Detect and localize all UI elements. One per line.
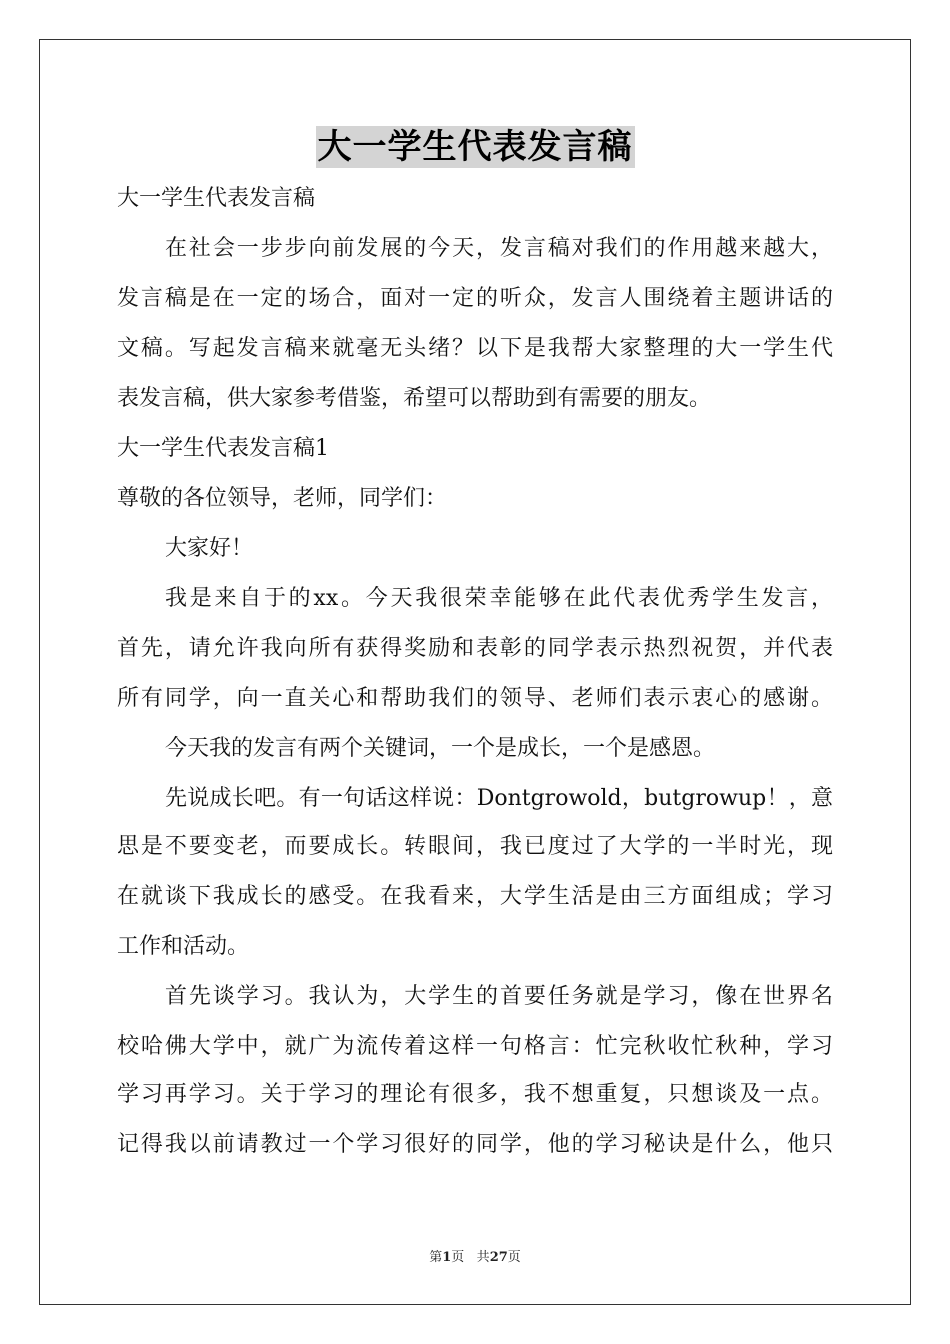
- total-suffix: 页: [507, 1250, 521, 1265]
- total-prefix: 共: [476, 1250, 490, 1265]
- document-title: 大一学生代表发言稿: [317, 127, 633, 167]
- paragraph-line: 今天我的发言有两个关键词，一个是成长，一个是感恩。: [165, 736, 716, 761]
- paragraph-line: 先说成长吧。有一句话这样说：Dontgrowold，butgrowup！，意: [165, 786, 833, 811]
- paragraph-line: 思是不要变老，而要成长。转眼间，我已度过了大学的一半时光，现: [117, 834, 833, 859]
- paragraph-line: 在社会一步步向前发展的今天，发言稿对我们的作用越来越大，: [165, 236, 833, 261]
- paragraph-line: 工作和活动。: [117, 934, 250, 959]
- page-suffix: 页: [451, 1250, 465, 1265]
- page-prefix: 第: [429, 1250, 443, 1265]
- paragraph-line: 所有同学，向一直关心和帮助我们的领导、老师们表示衷心的感谢。: [117, 686, 833, 711]
- greeting-line: 大家好！: [165, 536, 254, 561]
- paragraph-line: 发言稿是在一定的场合，面对一定的听众，发言人围绕着主题讲话的: [117, 286, 833, 311]
- total-pages: 27: [489, 1250, 508, 1265]
- paragraph-line: 首先谈学习。我认为，大学生的首要任务就是学习，像在世界名: [165, 984, 833, 1009]
- salutation-line: 尊敬的各位领导，老师，同学们：: [117, 486, 448, 511]
- subtitle-line: 大一学生代表发言稿: [117, 186, 316, 211]
- section-heading: 大一学生代表发言稿1: [117, 436, 329, 461]
- page-border: [39, 39, 911, 1305]
- paragraph-line: 文稿。写起发言稿来就毫无头绪？以下是我帮大家整理的大一学生代: [117, 336, 833, 361]
- paragraph-line: 首先，请允许我向所有获得奖励和表彰的同学表示热烈祝贺，并代表: [117, 636, 833, 661]
- page-number: 1: [442, 1250, 452, 1265]
- document-title-wrap: [0, 126, 950, 168]
- paragraph-line: 在就谈下我成长的感受。在我看来，大学生活是由三方面组成；学习: [117, 884, 833, 909]
- paragraph-line: 学习再学习。关于学习的理论有很多，我不想重复，只想谈及一点。: [117, 1082, 833, 1107]
- paragraph-line: 校哈佛大学中，就广为流传着这样一句格言：忙完秋收忙秋种，学习: [117, 1034, 833, 1059]
- paragraph-line: 记得我以前请教过一个学习很好的同学，他的学习秘诀是什么，他只: [117, 1132, 833, 1157]
- paragraph-line: 表发言稿，供大家参考借鉴，希望可以帮助到有需要的朋友。: [117, 386, 712, 411]
- page-footer: [0, 1246, 950, 1265]
- paragraph-line: 我是来自于的xx。今天我很荣幸能够在此代表优秀学生发言，: [165, 586, 833, 611]
